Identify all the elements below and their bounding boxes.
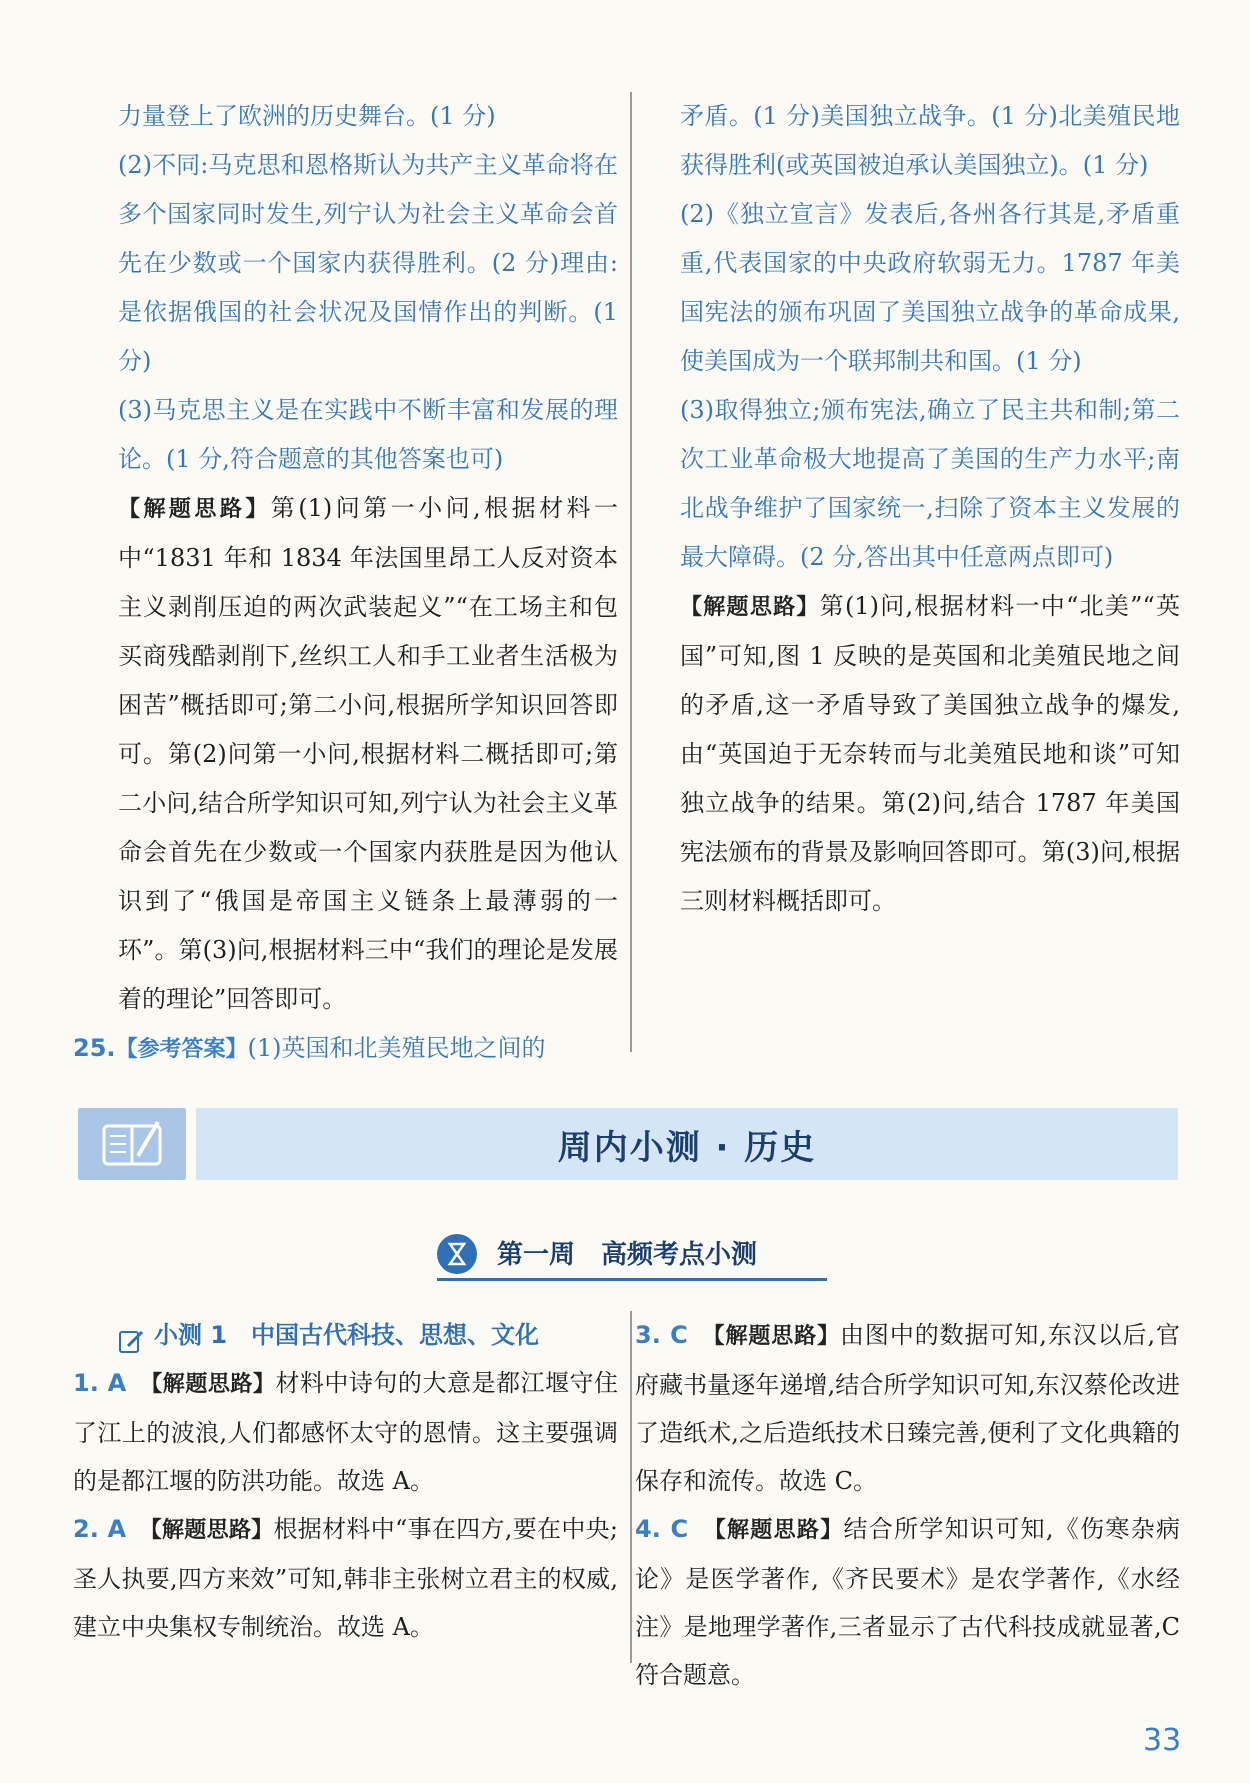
pencil-icon	[118, 1322, 144, 1348]
q1-text: 材料中诗句的大意是都江堰守住了江上的波浪,人们都感怀太守的恩情。这主要强调的是都江堰的防洪功能。故选 A。	[73, 1369, 619, 1495]
answer-line-1: 力量登上了欧洲的历史舞台。(1 分)	[118, 102, 496, 130]
q1-number: 1. A	[73, 1369, 127, 1397]
q25-tag: 【参考答案】	[115, 1037, 248, 1062]
q25-analysis-tag: 【解题思路】	[680, 595, 820, 620]
quiz-right-column	[635, 1311, 1180, 1699]
section-title: 周内小测 · 历史	[557, 1127, 817, 1168]
column-divider-top	[630, 92, 632, 1052]
q2-tag: 【解题思路】	[150, 1518, 274, 1543]
analysis-tag: 【解题思路】	[118, 497, 271, 522]
q25-analysis	[680, 582, 1180, 926]
column-divider-bottom	[630, 1311, 632, 1663]
left-column-top	[73, 92, 618, 1074]
answer-part-2: (2)不同:马克思和恩格斯认为共产主义革命将在多个国家同时发生,列宁认为社会主义革命会首先在少数或一个国家内获得胜利。(2 分)理由:是依据俄国的社会状况及国情作出的判断。(1 分)	[118, 151, 618, 375]
question-1	[73, 1359, 618, 1505]
q25-answer-2: (2)《独立宣言》发表后,各州各行其是,矛盾重重,代表国家的中央政府软弱无力。1787 年美国宪法的颁布巩固了美国独立战争的革命成果,使美国成为一个联邦制共和国。(1 分)	[680, 200, 1180, 375]
hourglass-icon	[437, 1234, 477, 1274]
quiz-subheading	[118, 1311, 618, 1359]
q4-text: 结合所学知识可知,《伤寒杂病论》是医学著作,《齐民要术》是农学著作,《水经注》是地理学著作,三者显示了古代科技成就显著,C 符合题意。	[635, 1515, 1180, 1689]
week-underline	[437, 1278, 827, 1281]
q4-number: 4. C	[635, 1515, 689, 1543]
answer-part-3: (3)马克思主义是在实践中不断丰富和发展的理论。(1 分,符合题意的其他答案也可)	[118, 396, 618, 473]
question-2	[73, 1505, 618, 1651]
week-title: 第一周 高频考点小测	[497, 1240, 758, 1270]
q3-text: 由图中的数据可知,东汉以后,官府藏书量逐年递增,结合所学知识可知,东汉蔡伦改进了造纸术,之后造纸技术日臻完善,便利了文化典籍的保存和流传。故选 C。	[635, 1321, 1180, 1495]
q25-text: (1)英国和北美殖民地之间的	[247, 1034, 546, 1062]
quiz-left-column	[73, 1311, 619, 1651]
q1-tag: 【解题思路】	[151, 1372, 276, 1397]
page-number: 33	[1143, 1723, 1182, 1758]
right-column-top	[680, 92, 1180, 926]
q3-number: 3. C	[635, 1321, 688, 1349]
q2-number: 2. A	[73, 1515, 127, 1543]
book-pencil-icon	[78, 1108, 186, 1180]
question-3	[635, 1311, 1180, 1505]
quiz-subtitle: 小测 1 中国古代科技、思想、文化	[154, 1321, 540, 1349]
section-title-box	[196, 1108, 1178, 1180]
q2-text: 根据材料中“事在四方,要在中央;圣人执要,四方来效”可知,韩非主张树立君主的权威,建立中央集权专制统治。故选 A。	[73, 1515, 619, 1641]
analysis-text: 第(1)问第一小问,根据材料一中“1831 年和 1834 年法国里昂工人反对资本主义剥削压迫的两次武装起义”“在工场主和包买商残酷剥削下,丝织工人和手工业者生活极为困苦”概括即可;第二小问,根据所学知识回答即可。第(2)问第一小问,根据材料二概括即可;第二小问,结合所学知识可知,列宁认为社会主义革命会首先在少数或一个国家内获胜是因为他认识到了“俄国是帝国主义链条上最薄弱的一环”。第(3)问,根据材料三中“我们的理论是发展着的理论”回答即可。	[118, 494, 618, 1013]
q25-answer-3: (3)取得独立;颁布宪法,确立了民主共和制;第二次工业革命极大地提高了美国的生产力水平;南北战争维护了国家统一,扫除了资本主义发展的最大障碍。(2 分,答出其中任意两点即可)	[680, 396, 1180, 571]
week-heading	[437, 1232, 827, 1282]
q25-answer-1: 矛盾。(1 分)美国独立战争。(1 分)北美殖民地获得胜利(或英国被迫承认美国独立)。(1 分)	[680, 102, 1180, 179]
q3-tag: 【解题思路】	[713, 1324, 840, 1349]
question-25	[73, 1024, 618, 1074]
q25-number: 25.	[73, 1034, 116, 1062]
q4-tag: 【解题思路】	[714, 1518, 844, 1543]
analysis-block	[118, 484, 618, 1024]
q25-analysis-text: 第(1)问,根据材料一中“北美”“英国”可知,图 1 反映的是英国和北美殖民地之间的矛盾,这一矛盾导致了美国独立战争的爆发,由“英国迫于无奈转而与北美殖民地和谈”可知独立战争的结果。第(2)问,结合 1787 年美国宪法颁布的背景及影响回答即可。第(3)问,根据三则材料概括即可。	[680, 592, 1180, 915]
question-4	[635, 1505, 1180, 1699]
section-banner	[78, 1108, 1178, 1180]
